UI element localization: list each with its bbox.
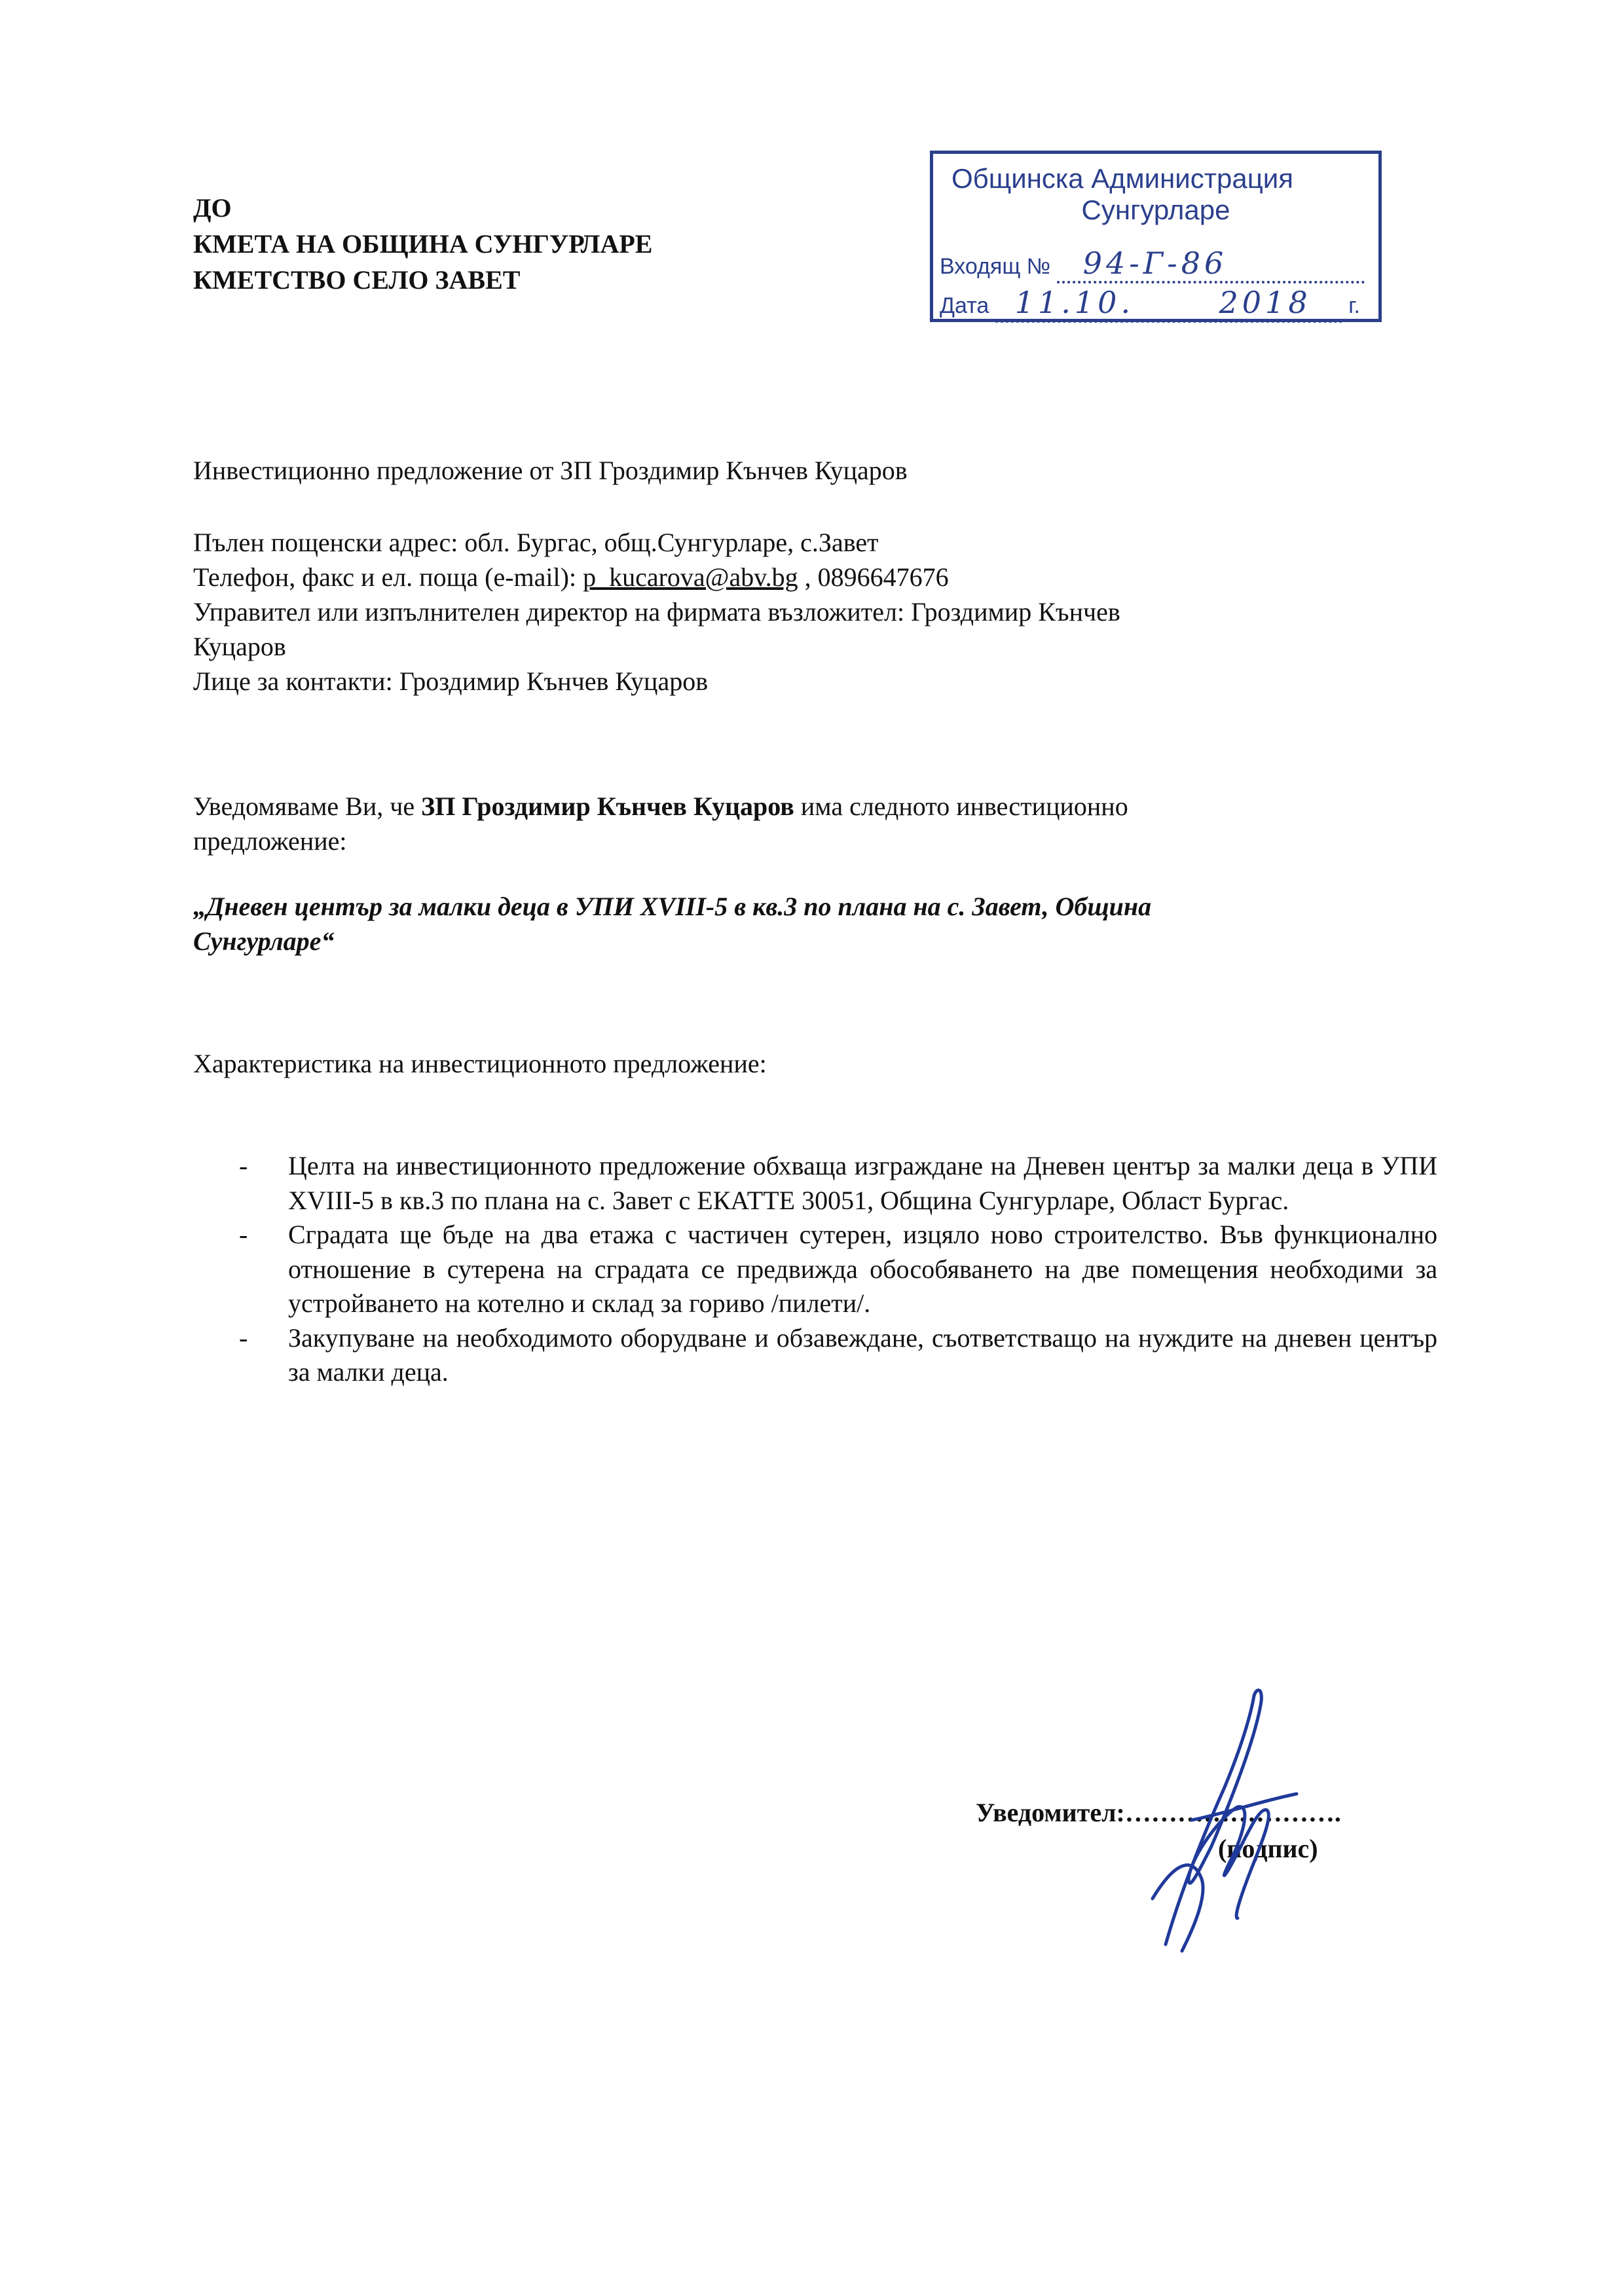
characteristics-heading: Характеристика на инвестиционното предложение: xyxy=(193,1049,767,1078)
notice-company: ЗП Гроздимир Кънчев Куцаров xyxy=(421,792,794,821)
notice-line-1 xyxy=(193,789,1444,824)
signature-caption: (подпис) xyxy=(1218,1834,1318,1863)
stamp-date-row xyxy=(940,285,1360,323)
director-line: Управител или изпълнителен директор на фирмата възложител: Гроздимир Кънчев xyxy=(193,597,1120,627)
stamp-incoming-row xyxy=(940,246,1365,283)
bullet-dash: - xyxy=(239,1220,248,1249)
handwritten-signature xyxy=(1126,1683,1323,1958)
notice-prefix: Уведомяваме Ви, че xyxy=(193,792,422,821)
stamp-date-field xyxy=(995,285,1342,323)
stamp-date-label: Дата xyxy=(940,293,989,318)
registration-stamp xyxy=(930,151,1382,322)
email-link[interactable]: p_kucarova@abv.bg xyxy=(583,562,798,592)
stamp-municipality: Сунгурларе xyxy=(1081,194,1230,225)
stamp-incoming-field xyxy=(1057,246,1365,283)
stamp-date-value: 11.10. xyxy=(1014,285,1135,320)
list-item-text: Сградата ще бъде на два етажа с частичен сутерен, изцяло ново строителство. Във функционално отношение в сутерена на сградата се предвижда обособяването на две помещения необходими за устройването на котелно и склад за гориво /пилети/. xyxy=(288,1220,1437,1318)
contact-info-block xyxy=(193,525,1444,699)
characteristics-list xyxy=(239,1149,1437,1390)
phone-number: , 0896647676 xyxy=(798,562,949,592)
project-title xyxy=(193,889,1444,958)
stamp-incoming-number: 94-Г-86 xyxy=(1082,246,1228,281)
stamp-year-suffix: г. xyxy=(1348,293,1360,318)
bullet-dash: - xyxy=(239,1151,248,1180)
stamp-incoming-label: Входящ № xyxy=(940,254,1051,279)
list-item xyxy=(239,1218,1437,1321)
stamp-year-value: 2018 xyxy=(1219,285,1312,320)
notifier-label: Уведомител:……………………. xyxy=(976,1798,1341,1827)
list-item xyxy=(239,1321,1437,1390)
addressee-to: ДО xyxy=(193,193,232,223)
postal-address: Пълен пощенски адрес: обл. Бургас, общ.Сунгурларе, с.Завет xyxy=(193,528,879,557)
addressee-mayor: КМЕТА НА ОБЩИНА СУНГУРЛАРЕ xyxy=(193,229,653,259)
addressee-village: КМЕТСТВО СЕЛО ЗАВЕТ xyxy=(193,265,521,295)
phone-email-prefix: Телефон, факс и ел. поща (e-mail): xyxy=(193,562,583,592)
notice-suffix: има следното инвестиционно xyxy=(794,792,1128,821)
phone-email-line xyxy=(193,560,1444,594)
notice-paragraph xyxy=(193,789,1444,858)
contact-person: Лице за контакти: Гроздимир Кънчев Куцаров xyxy=(193,666,709,696)
project-title-line-1: „Дневен център за малки деца в УПИ XVIII-5 в кв.3 по плана на с. Завет, Община xyxy=(193,892,1152,921)
notice-line-2: предложение: xyxy=(193,826,347,856)
bullet-dash: - xyxy=(239,1322,248,1353)
list-item-text: Целта на инвестиционното предложение обхваща изграждане на Дневен център за малки деца в УПИ XVIII-5 в кв.3 по плана на с. Завет с ЕКАТТЕ 30051, Община Сунгурларе, Област Бургас. xyxy=(288,1151,1437,1215)
addressee-block xyxy=(193,190,652,298)
list-item-text: Закупуване на необходимото оборудване и обзавеждане, съответстващо на нуждите на дневен център за малки деца. xyxy=(288,1322,1437,1387)
project-title-line-2: Сунгурларе“ xyxy=(193,926,335,956)
director-line-continued: Куцаров xyxy=(193,632,286,661)
list-item xyxy=(239,1149,1437,1218)
stamp-administration: Общинска Администрация xyxy=(951,163,1293,194)
document-title: Инвестиционно предложение от ЗП Гроздимир Кънчев Куцаров xyxy=(193,456,908,485)
